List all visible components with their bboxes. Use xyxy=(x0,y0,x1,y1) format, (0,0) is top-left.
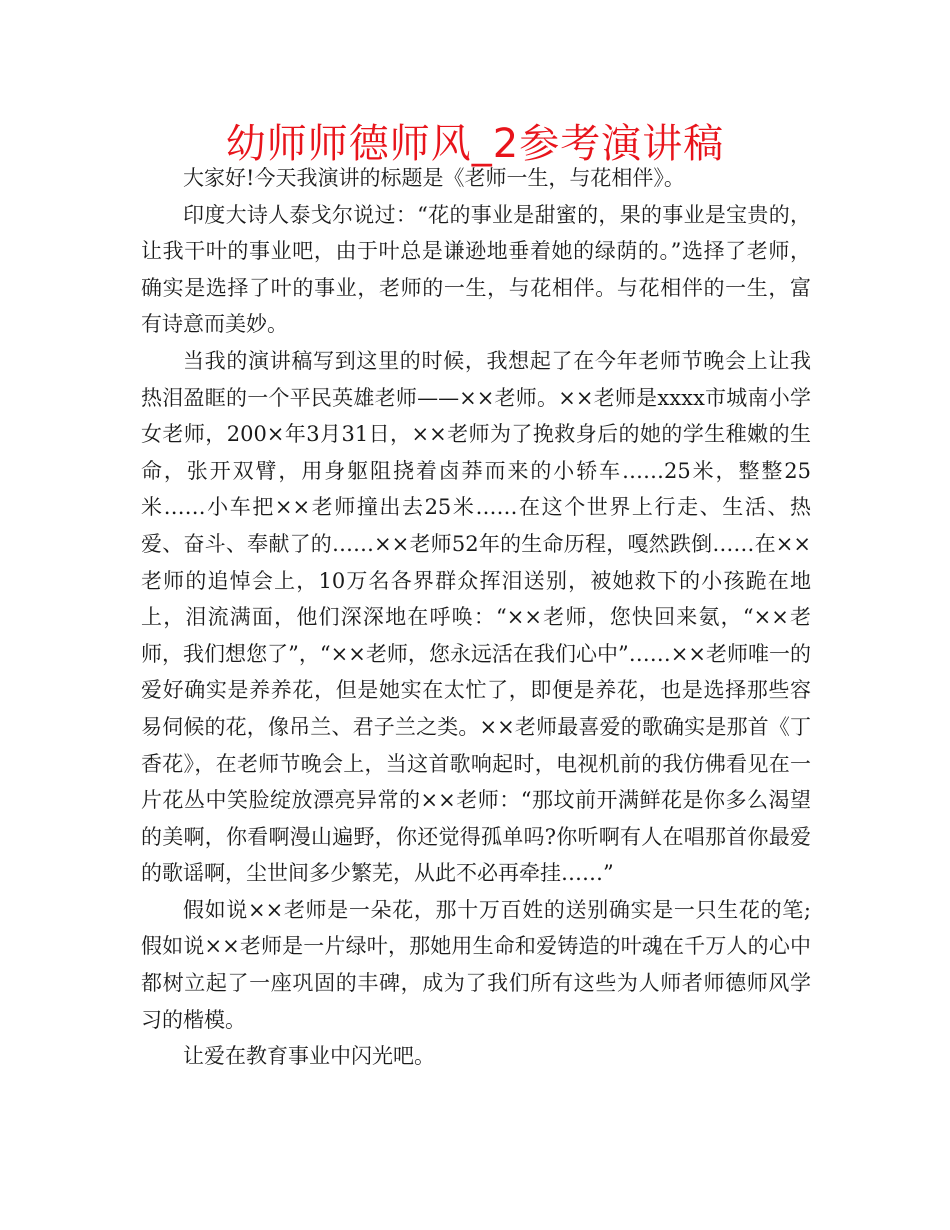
paragraph-greeting: 大家好!今天我演讲的标题是《老师一生，与花相伴》。 xyxy=(183,166,685,190)
document-title: 幼师师德师风_2参考演讲稿 xyxy=(225,121,725,167)
document-body xyxy=(141,160,811,1075)
paragraph-conclusion: 假如说××老师是一朵花，那十万百姓的送别确实是一只生花的笔;假如说××老师是一片绿叶，那她用生命和爱铸造的叶魂在千万人的心中都树立起了一座巩固的丰碑，成为了我们所有这些为人师者师德师风学习的楷模。 xyxy=(141,897,811,1032)
paragraph-closing: 让爱在教育事业中闪光吧。 xyxy=(183,1044,435,1069)
paragraph-teacher-story: 当我的演讲稿写到这里的时候，我想起了在今年老师节晚会上让我热泪盈眶的一个平民英雄老师——××老师。××老师是xxxx市城南小学女老师，200×年3月31日，××老师为了挽救身后的她的学生稚嫩的生命，张开双臂，用身躯阻挠着卤莽而来的小轿车……25米，整整25米……小车把××老师撞出去25米……在这个世界上行走、生活、热爱、奋斗、奉献了的……××老师52年的生命历程，嘎然跌倒……在××老师的追悼会上，10万名各界群众挥泪送别，被她救下的小孩跪在地上，泪流满面，他们深深地在呼唤：“××老师，您快回来氨，“××老师，我们想您了”，“××老师，您永远活在我们心中”……××老师唯一的爱好确实是养养花，但是她实在太忙了，即便是养花，也是选择那些容易伺候的花，像吊兰、君子兰之类。××老师最喜爱的歌确实是那首《丁香花》，在老师节晚会上，当这首歌响起时，电视机前的我仿佛看见在一片花丛中笑脸绽放漂亮异常的××老师：“那坟前开满鲜花是你多么渴望的美啊，你看啊漫山遍野，你还觉得孤单吗?你听啊有人在唱那首你最爱的歌谣啊，尘世间多少繁芜，从此不必再牵挂……” xyxy=(141,348,811,886)
paragraph-tagore-quote: 印度大诗人泰戈尔说过：“花的事业是甜蜜的，果的事业是宝贵的，让我干叶的事业吧，由于叶总是谦逊地垂着她的绿荫的。”选择了老师，确实是选择了叶的事业，老师的一生，与花相伴。与花相伴的一生，富有诗意而美妙。 xyxy=(141,202,811,337)
